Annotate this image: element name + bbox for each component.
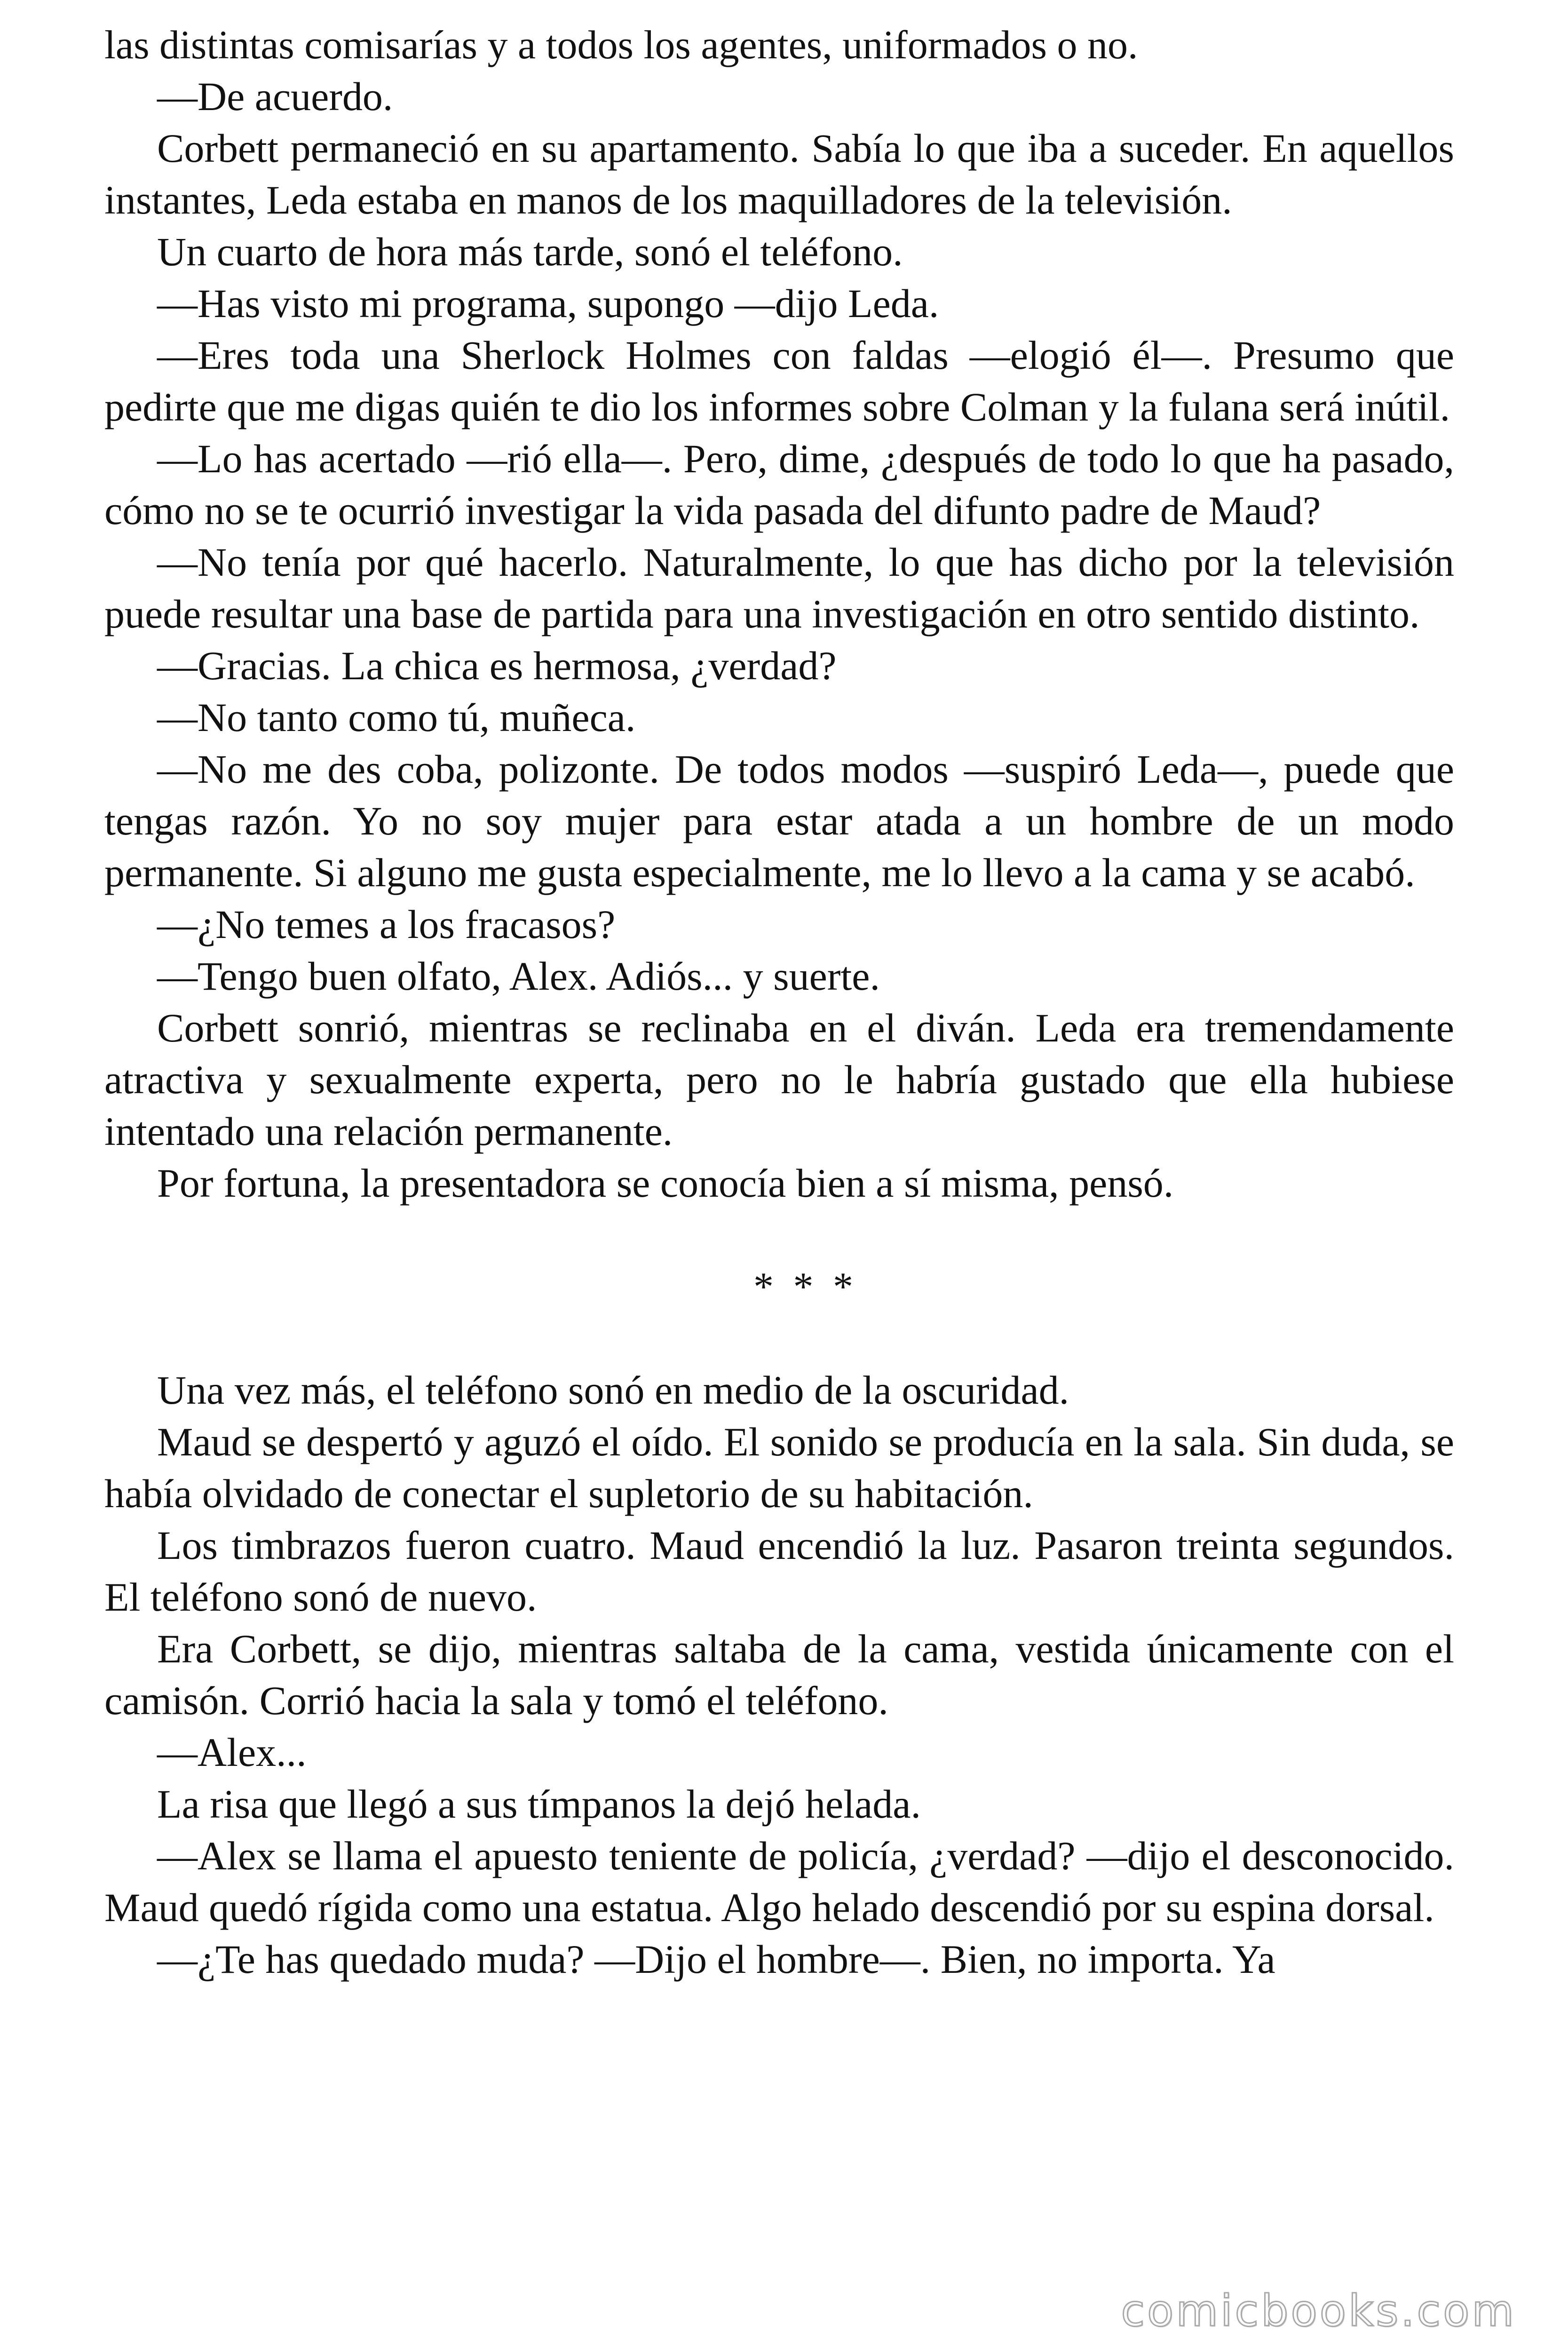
paragraph: las distintas comisarías y a todos los agentes, uniformados o no.	[104, 22, 1138, 67]
paragraph: Corbett permaneció en su apartamento. Sabía lo que iba a suceder. En aquellos instantes, Leda estaba en manos de los maquilladores de la televisión.	[104, 126, 1454, 222]
paragraph: Era Corbett, se dijo, mientras saltaba de la cama, vestida únicamente con el camisón. Corrió hacia la sala y tomó el teléfono.	[104, 1626, 1454, 1723]
paragraph: —Lo has acertado —rió ella—. Pero, dime, ¿después de todo lo que ha pasado, cómo no se te ocurrió investigar la vida pasada del difunto padre de Maud?	[104, 436, 1454, 533]
paragraph: Corbett sonrió, mientras se reclinaba en el diván. Leda era tremendamente atractiva y sexualmente experta, pero no le habría gustado que ella hubiese intentado una relación permanente.	[104, 1005, 1454, 1154]
paragraph: —Gracias. La chica es hermosa, ¿verdad?	[157, 643, 837, 688]
watermark: comicbooks.com	[1121, 2286, 1516, 2336]
paragraph: —De acuerdo.	[157, 74, 393, 119]
paragraph: —No tenía por qué hacerlo. Naturalmente, lo que has dicho por la televisión puede resultar una base de partida para una investigación en otro sentido distinto.	[104, 540, 1454, 636]
paragraph: Maud se despertó y aguzó el oído. El sonido se producía en la sala. Sin duda, se había olvidado de conectar el supletorio de su habitación.	[104, 1419, 1454, 1516]
paragraph: —Tengo buen olfato, Alex. Adiós... y suerte.	[157, 954, 880, 999]
paragraph: —Eres toda una Sherlock Holmes con faldas —elogió él—. Presumo que pedirte que me digas quién te dio los informes sobre Colman y la fulana será inútil.	[104, 333, 1454, 429]
section-separator: * * *	[753, 1264, 858, 1309]
paragraph: —Alex se llama el apuesto teniente de policía, ¿verdad? —dijo el desconocido. Maud quedó rígida como una estatua. Algo helado descendió por su espina dorsal.	[104, 1833, 1454, 1930]
paragraph: Los timbrazos fueron cuatro. Maud encendió la luz. Pasaron treinta segundos. El teléfono sonó de nuevo.	[104, 1523, 1454, 1620]
paragraph: —No me des coba, polizonte. De todos modos —suspiró Leda—, puede que tengas razón. Yo no soy mujer para estar atada a un hombre de un modo permanente. Si alguno me gusta especialmente, me lo llevo a la cama y se acabó.	[104, 747, 1454, 895]
paragraph: —Has visto mi programa, supongo —dijo Leda.	[157, 281, 939, 326]
paragraph: Un cuarto de hora más tarde, sonó el teléfono.	[157, 229, 903, 274]
paragraph: —Alex...	[157, 1730, 307, 1775]
paragraph: Por fortuna, la presentadora se conocía bien a sí misma, pensó.	[157, 1160, 1174, 1206]
text-body	[104, 19, 1454, 1985]
paragraph: —¿No temes a los fracasos?	[157, 902, 616, 947]
paragraph: La risa que llegó a sus tímpanos la dejó helada.	[157, 1781, 921, 1827]
paragraph: Una vez más, el teléfono sonó en medio de la oscuridad.	[157, 1367, 1069, 1413]
paragraph: —No tanto como tú, muñeca.	[157, 695, 636, 740]
paragraph: —¿Te has quedado muda? —Dijo el hombre—. Bien, no importa. Ya	[157, 1937, 1275, 1982]
